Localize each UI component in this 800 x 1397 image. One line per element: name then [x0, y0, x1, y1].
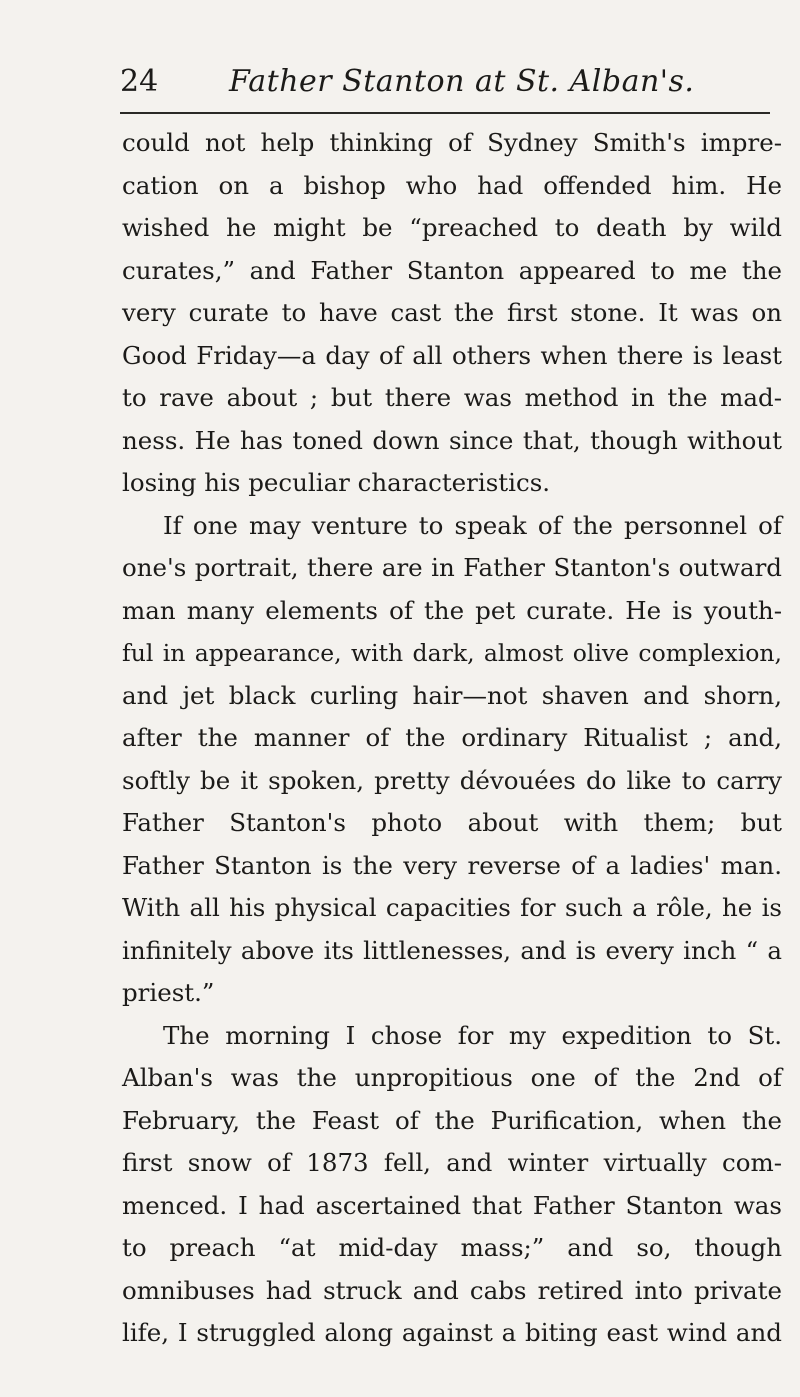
text-line: losing his peculiar characteristics. [122, 468, 551, 497]
text-line: With all his physical capacities for such a rôle, he is [122, 893, 782, 922]
text-line: softly be it spoken, pretty dévouées do like to carry [122, 765, 782, 795]
text-line: wished he might be “preached to death by wild [122, 213, 782, 242]
text-line: to preach “at mid-day mass;” and so, though [122, 1233, 782, 1262]
running-head [120, 62, 770, 102]
text-line: man many elements of the pet curate. He is youth- [122, 595, 782, 625]
text-line: life, I struggled along against a biting east wind and [122, 1318, 782, 1347]
text-line: Alban's was the unpropitious one of the 2nd of [122, 1063, 782, 1092]
text-line: after the manner of the ordinary Ritualist ; and, [122, 723, 782, 752]
text-line: February, the Feast of the Purification, when the [122, 1105, 782, 1135]
text-line: omnibuses had struck and cabs retired into private [122, 1275, 782, 1305]
text-line: cation on a bishop who had offended him. He [122, 170, 782, 200]
text-line: could not help thinking of Sydney Smith's impre- [122, 128, 782, 157]
text-line: The morning I chose for my expedition to St. [163, 1020, 782, 1050]
text-line: and jet black curling hair—not shaven and shorn, [122, 680, 782, 710]
body-text [122, 122, 782, 1355]
header-rule [120, 112, 770, 114]
text-line: one's portrait, there are in Father Stanton's outward [122, 553, 782, 582]
text-line: If one may venture to speak of the personnel of [163, 510, 782, 540]
text-line: Father Stanton's photo about with them; but [122, 808, 782, 837]
text-line: first snow of 1873 fell, and winter virtually com- [122, 1148, 782, 1177]
text-line: menced. I had ascertained that Father Stanton was [122, 1190, 782, 1220]
text-line: priest.” [122, 978, 215, 1007]
text-line: Father Stanton is the very reverse of a ladies' man. [122, 850, 782, 880]
text-line: to rave about ; but there was method in the mad- [122, 383, 782, 412]
page-number: 24 [120, 64, 159, 99]
text-line: very curate to have cast the first stone. It was on [122, 298, 782, 327]
text-line: Good Friday—a day of all others when there is least [122, 340, 782, 370]
text-line: infinitely above its littlenesses, and is every inch “ a [122, 935, 782, 965]
text-line: ness. He has toned down since that, though without [122, 425, 782, 455]
running-title: Father Stanton at St. Alban's. [229, 64, 695, 99]
text-line: ful in appearance, with dark, almost olive complexion, [122, 639, 782, 667]
text-line: curates,” and Father Stanton appeared to me the [122, 255, 782, 285]
